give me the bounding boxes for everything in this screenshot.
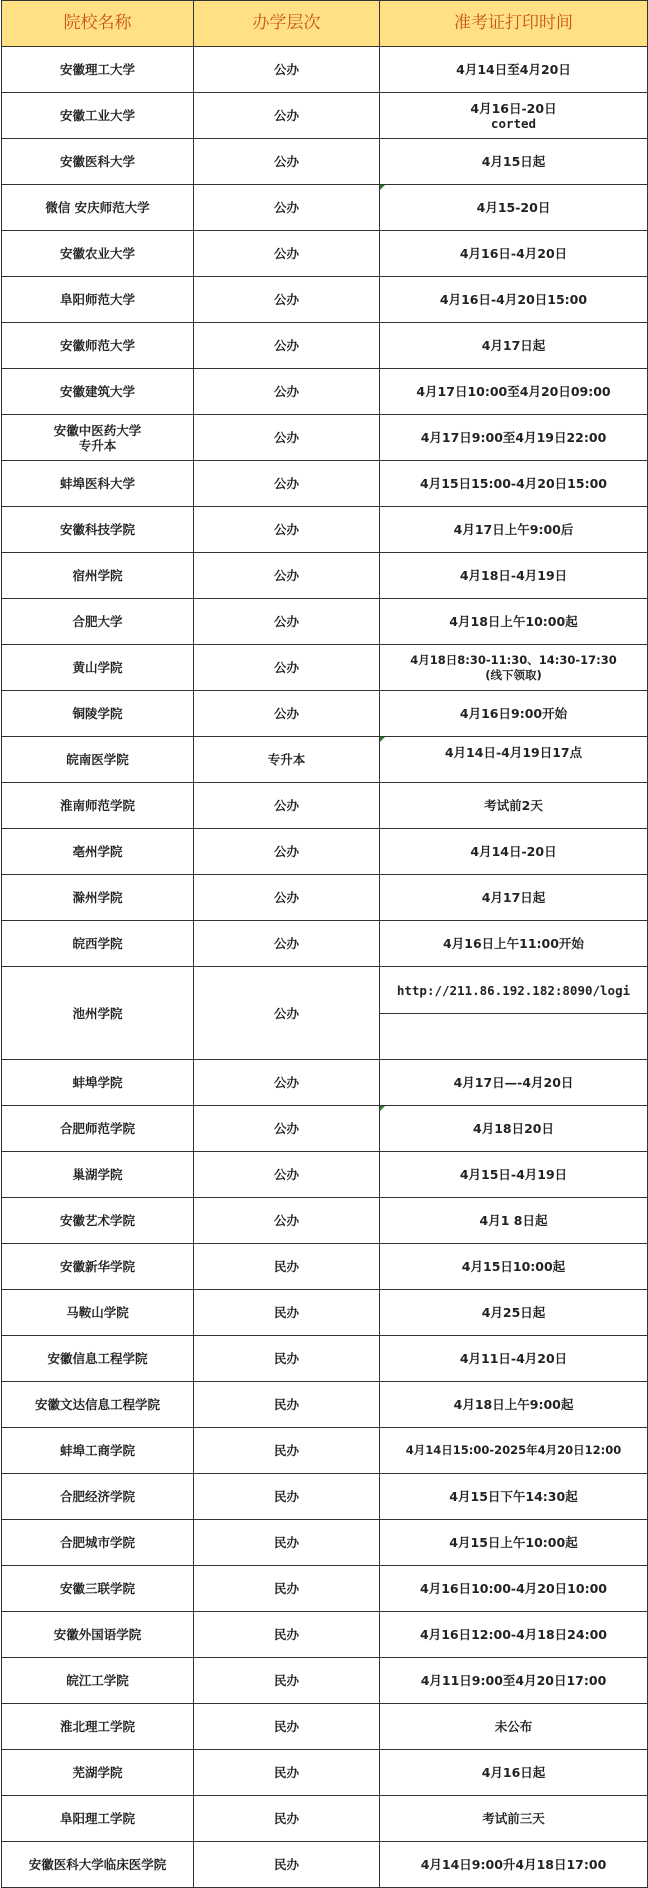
- table-row: [2, 1336, 648, 1382]
- type-cell: 民办: [194, 1244, 380, 1290]
- table-row: [2, 1750, 648, 1796]
- school-cell: 安徽文达信息工程学院: [2, 1382, 194, 1428]
- school-cell: 安徽理工大学: [2, 47, 194, 93]
- school-line-2: 专升本: [78, 437, 117, 453]
- type-cell: 民办: [194, 1704, 380, 1750]
- school-cell: 皖南医学院: [2, 737, 194, 783]
- time-cell: 4月14日15:00-2025年4月20日12:00: [380, 1428, 648, 1474]
- type-cell: 公办: [194, 921, 380, 967]
- school-cell: 皖江工学院: [2, 1658, 194, 1704]
- time-cell: 4月15日上午10:00起: [380, 1520, 648, 1566]
- time-cell: 4月11日9:00至4月20日17:00: [380, 1658, 648, 1704]
- time-cell: 4月1 8日起: [380, 1198, 648, 1244]
- school-cell: 阜阳师范大学: [2, 277, 194, 323]
- type-cell: 公办: [194, 231, 380, 277]
- type-cell: 公办: [194, 323, 380, 369]
- header-type: 办学层次: [194, 1, 380, 47]
- school-cell: [2, 415, 194, 461]
- school-cell: 合肥经济学院: [2, 1474, 194, 1520]
- type-cell: 公办: [194, 1152, 380, 1198]
- table-row: [2, 645, 648, 691]
- school-cell: 安徽医科大学临床医学院: [2, 1842, 194, 1888]
- table-row: [2, 93, 648, 139]
- table-row: [2, 1198, 648, 1244]
- school-cell: 安徽信息工程学院: [2, 1336, 194, 1382]
- school-cell: 蚌埠医科大学: [2, 461, 194, 507]
- table-row: [2, 967, 648, 1060]
- time-cell: 4月17日起: [380, 875, 648, 921]
- school-cell: 安徽工业大学: [2, 93, 194, 139]
- school-cell: 合肥城市学院: [2, 1520, 194, 1566]
- type-cell: 民办: [194, 1382, 380, 1428]
- type-cell: 民办: [194, 1796, 380, 1842]
- school-cell: 铜陵学院: [2, 691, 194, 737]
- time-cell: 4月11日-4月20日: [380, 1336, 648, 1382]
- school-cell: 微信 安庆师范大学: [2, 185, 194, 231]
- table-row: [2, 1520, 648, 1566]
- table-row: [2, 231, 648, 277]
- school-cell: 宿州学院: [2, 553, 194, 599]
- table-row: [2, 875, 648, 921]
- school-cell: 安徽外国语学院: [2, 1612, 194, 1658]
- type-cell: 公办: [194, 507, 380, 553]
- table-row: [2, 1428, 648, 1474]
- time-cell: 4月25日起: [380, 1290, 648, 1336]
- time-cell: 4月16日上午11:00开始: [380, 921, 648, 967]
- time-cell: [380, 645, 648, 691]
- type-cell: 民办: [194, 1658, 380, 1704]
- time-cell: 4月15日10:00起: [380, 1244, 648, 1290]
- time-cell: 4月18日上午10:00起: [380, 599, 648, 645]
- time-cell: 4月15-20日: [380, 185, 648, 231]
- school-cell: 巢湖学院: [2, 1152, 194, 1198]
- time-cell: 4月14日-4月19日17点: [380, 737, 648, 783]
- type-cell: 公办: [194, 783, 380, 829]
- school-cell: 芜湖学院: [2, 1750, 194, 1796]
- time-cell: 4月15日-4月19日: [380, 1152, 648, 1198]
- type-cell: 民办: [194, 1842, 380, 1888]
- time-cell: [380, 967, 648, 1060]
- type-cell: 公办: [194, 47, 380, 93]
- time-cell: 4月18日20日: [380, 1106, 648, 1152]
- type-cell: 民办: [194, 1566, 380, 1612]
- type-cell: 公办: [194, 829, 380, 875]
- school-cell: 亳州学院: [2, 829, 194, 875]
- type-cell: 公办: [194, 185, 380, 231]
- exam-ticket-table: [1, 0, 648, 1888]
- time-cell: 考试前三天: [380, 1796, 648, 1842]
- type-cell: 民办: [194, 1290, 380, 1336]
- school-cell: 安徽新华学院: [2, 1244, 194, 1290]
- table-row: [2, 691, 648, 737]
- time-cell: 4月15日15:00-4月20日15:00: [380, 461, 648, 507]
- table-row: [2, 783, 648, 829]
- type-cell: 公办: [194, 967, 380, 1060]
- table-row: [2, 1244, 648, 1290]
- type-cell: 专升本: [194, 737, 380, 783]
- table-row: [2, 1290, 648, 1336]
- table-row: [2, 277, 648, 323]
- time-cell: 4月18日-4月19日: [380, 553, 648, 599]
- type-cell: 公办: [194, 277, 380, 323]
- school-cell: 安徽科技学院: [2, 507, 194, 553]
- table-row: [2, 1796, 648, 1842]
- type-cell: 民办: [194, 1750, 380, 1796]
- time-line-2: corted: [490, 115, 537, 131]
- school-cell: 淮南师范学院: [2, 783, 194, 829]
- type-cell: 公办: [194, 1198, 380, 1244]
- table-row: [2, 829, 648, 875]
- school-cell: 安徽师范大学: [2, 323, 194, 369]
- time-cell: 4月14日至4月20日: [380, 47, 648, 93]
- school-cell: 皖西学院: [2, 921, 194, 967]
- table-row: [2, 185, 648, 231]
- table-row: [2, 47, 648, 93]
- table-row: [2, 369, 648, 415]
- url-link[interactable]: http://211.86.192.182:8090/logi: [396, 982, 631, 998]
- time-cell: 4月16日起: [380, 1750, 648, 1796]
- type-cell: 公办: [194, 1060, 380, 1106]
- school-cell: 安徽艺术学院: [2, 1198, 194, 1244]
- school-cell: 合肥师范学院: [2, 1106, 194, 1152]
- type-cell: 公办: [194, 461, 380, 507]
- type-cell: 公办: [194, 875, 380, 921]
- school-cell: 黄山学院: [2, 645, 194, 691]
- header-row: [2, 1, 648, 47]
- school-cell: 安徽农业大学: [2, 231, 194, 277]
- type-cell: 民办: [194, 1428, 380, 1474]
- type-cell: 公办: [194, 415, 380, 461]
- school-cell: 马鞍山学院: [2, 1290, 194, 1336]
- school-cell: 池州学院: [2, 967, 194, 1060]
- school-cell: 滁州学院: [2, 875, 194, 921]
- table-row: [2, 1474, 648, 1520]
- table-row: [2, 461, 648, 507]
- table-row: [2, 921, 648, 967]
- school-line: 安徽中医药大学: [53, 422, 142, 438]
- time-cell: 4月15日下午14:30起: [380, 1474, 648, 1520]
- table-row: [2, 1106, 648, 1152]
- school-cell: 安徽三联学院: [2, 1566, 194, 1612]
- type-cell: 公办: [194, 93, 380, 139]
- type-cell: 公办: [194, 553, 380, 599]
- time-cell: 考试前2天: [380, 783, 648, 829]
- table-row: [2, 1382, 648, 1428]
- table-row: [2, 1060, 648, 1106]
- table-row: [2, 1658, 648, 1704]
- school-cell: 安徽医科大学: [2, 139, 194, 185]
- table-row: [2, 599, 648, 645]
- time-cell: 4月18日上午9:00起: [380, 1382, 648, 1428]
- header-school: 院校名称: [2, 1, 194, 47]
- school-cell: 合肥大学: [2, 599, 194, 645]
- type-cell: 公办: [194, 1106, 380, 1152]
- school-cell: 安徽建筑大学: [2, 369, 194, 415]
- time-cell: 4月16日12:00-4月18日24:00: [380, 1612, 648, 1658]
- table-row: [2, 1842, 648, 1888]
- time-line: 4月18日8:30-11:30、14:30-17:30: [410, 652, 617, 667]
- time-cell: 4月17日9:00至4月19日22:00: [380, 415, 648, 461]
- table-row: [2, 415, 648, 461]
- time-cell: 4月17日起: [380, 323, 648, 369]
- table-row: [2, 1152, 648, 1198]
- table-row: [2, 1612, 648, 1658]
- table-row: [2, 139, 648, 185]
- time-cell: [380, 93, 648, 139]
- time-cell: 4月17日10:00至4月20日09:00: [380, 369, 648, 415]
- time-cell: 未公布: [380, 1704, 648, 1750]
- time-cell: 4月17日—-4月20日: [380, 1060, 648, 1106]
- table-row: [2, 323, 648, 369]
- type-cell: 民办: [194, 1474, 380, 1520]
- school-cell: 淮北理工学院: [2, 1704, 194, 1750]
- type-cell: 公办: [194, 599, 380, 645]
- time-cell: 4月17日上午9:00后: [380, 507, 648, 553]
- table-row: [2, 553, 648, 599]
- time-cell: 4月16日-4月20日15:00: [380, 277, 648, 323]
- time-cell: 4月16日-4月20日: [380, 231, 648, 277]
- time-line: 4月16日-20日: [470, 100, 557, 116]
- type-cell: 公办: [194, 139, 380, 185]
- time-cell: 4月14日-20日: [380, 829, 648, 875]
- table-row: [2, 737, 648, 783]
- type-cell: 民办: [194, 1336, 380, 1382]
- time-cell: 4月14日9:00升4月18日17:00: [380, 1842, 648, 1888]
- empty-subcell: [380, 1014, 647, 1059]
- type-cell: 公办: [194, 369, 380, 415]
- school-cell: 阜阳理工学院: [2, 1796, 194, 1842]
- table-row: [2, 507, 648, 553]
- type-cell: 民办: [194, 1520, 380, 1566]
- time-cell: 4月16日10:00-4月20日10:00: [380, 1566, 648, 1612]
- time-line-2: (线下领取): [485, 667, 542, 682]
- type-cell: 公办: [194, 691, 380, 737]
- school-cell: 蚌埠工商学院: [2, 1428, 194, 1474]
- table-row: [2, 1566, 648, 1612]
- time-cell: 4月15日起: [380, 139, 648, 185]
- time-cell: 4月16日9:00开始: [380, 691, 648, 737]
- header-time: 准考证打印时间: [380, 1, 648, 47]
- type-cell: 公办: [194, 645, 380, 691]
- table-row: [2, 1704, 648, 1750]
- type-cell: 民办: [194, 1612, 380, 1658]
- school-cell: 蚌埠学院: [2, 1060, 194, 1106]
